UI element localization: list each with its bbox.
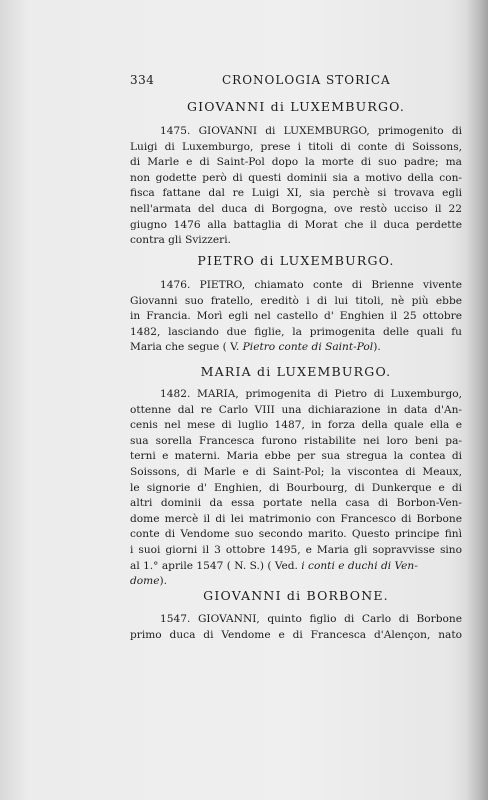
paragraph-maria-luxemburgo <box>130 387 462 590</box>
paragraph-giovanni-borbone <box>130 612 462 643</box>
text-line: 1476. PIETRO, chiamato conte di Brienne vivente <box>160 279 462 291</box>
page-edge-shadow <box>466 0 488 800</box>
text-line: fisca fattane dal re Luigi XI, sia perchè si trovava egli <box>130 187 462 200</box>
text-line: nell'armata del duca di Borgogna, ove restò ucciso il 22 <box>130 202 462 215</box>
section-heading-pietro-luxemburgo: PIETRO di LUXEMBURGO. <box>197 253 395 268</box>
cross-reference: i conti e duchi di Ven- <box>301 559 418 572</box>
text-line: dome mercè il di lei matrimonio con Francesco di Borbone <box>130 512 462 525</box>
text-run: al 1.° aprile 1547 ( N. S.) ( Ved. <box>130 559 302 572</box>
text-line: le signorie d' Enghien, di Bourbourg, di Dunkerque e di <box>130 481 462 494</box>
text-line: giugno 1476 alla battaglia di Morat che il duca perdette <box>130 218 462 231</box>
text-line <box>130 559 462 575</box>
text-run: Maria che segue ( V. <box>130 341 243 354</box>
text-line: di Marle e di Saint-Pol dopo la morte di suo padre; ma <box>130 156 462 169</box>
running-title: CRONOLOGIA STORICA <box>222 73 391 87</box>
text-run: ). <box>159 575 167 588</box>
text-line: 1482. MARIA, primogenita di Pietro di Luxemburgo, <box>160 388 462 400</box>
text-line: Luigi di Luxemburgo, prese i titoli di conte di Soissons, <box>130 140 462 153</box>
text-line: i suoi giorni il 3 ottobre 1495, e Maria gli sopravvisse sino <box>130 543 462 556</box>
text-line: in Francia. Morì egli nel castello d' Enghien il 25 ottobre <box>130 310 462 323</box>
text-line: 1482, lasciando due figlie, la primogenita delle quali fu <box>130 325 462 338</box>
paragraph-giovanni-luxemburgo <box>130 124 462 249</box>
text-line: non godette però di questi dominii sia a motivo della con- <box>130 171 462 184</box>
text-line: Giovanni suo fratello, ereditò i di lui titoli, nè più ebbe <box>130 294 462 307</box>
section-heading-giovanni-luxemburgo: GIOVANNI di LUXEMBURGO. <box>186 99 406 114</box>
text-line: primo duca di Vendome e di Francesca d'Alençon, nato <box>130 628 462 641</box>
text-line: 1547. GIOVANNI, quinto figlio di Carlo di Borbone <box>160 613 462 625</box>
text-line: sua sorella Francesca furono ristabilite nei loro beni pa- <box>130 434 462 447</box>
text-line <box>130 340 462 356</box>
text-line: 1475. GIOVANNI di LUXEMBURGO, primogenito di <box>160 125 462 137</box>
text-line: conte di Vendome suo secondo marito. Questo principe finì <box>130 528 462 541</box>
text-line: terni e materni. Maria ebbe per sua stregua la contea di <box>130 450 462 463</box>
cross-reference: Pietro conte di Saint-Pol <box>242 341 374 354</box>
section-heading-giovanni-borbone: GIOVANNI di BORBONE. <box>203 588 389 603</box>
running-header <box>130 73 462 89</box>
cross-reference: dome <box>130 575 160 588</box>
text-line: altri dominii da essa portate nella casa di Borbon-Ven- <box>130 497 462 510</box>
text-line: ottenne dal re Carlo VIII una dichiarazione in data d'An- <box>130 403 462 416</box>
text-line: contra gli Svizzeri. <box>130 234 231 247</box>
section-heading-maria-luxemburgo: MARIA di LUXEMBURGO. <box>200 364 392 379</box>
text-line: cenis nel mese di luglio 1487, in forza della quale ella e <box>130 419 462 432</box>
paragraph-pietro-luxemburgo <box>130 278 462 356</box>
text-run: ). <box>373 341 381 354</box>
page-number: 334 <box>130 73 155 87</box>
text-line: Soissons, di Marle e di Saint-Pol; la viscontea di Meaux, <box>130 465 462 478</box>
